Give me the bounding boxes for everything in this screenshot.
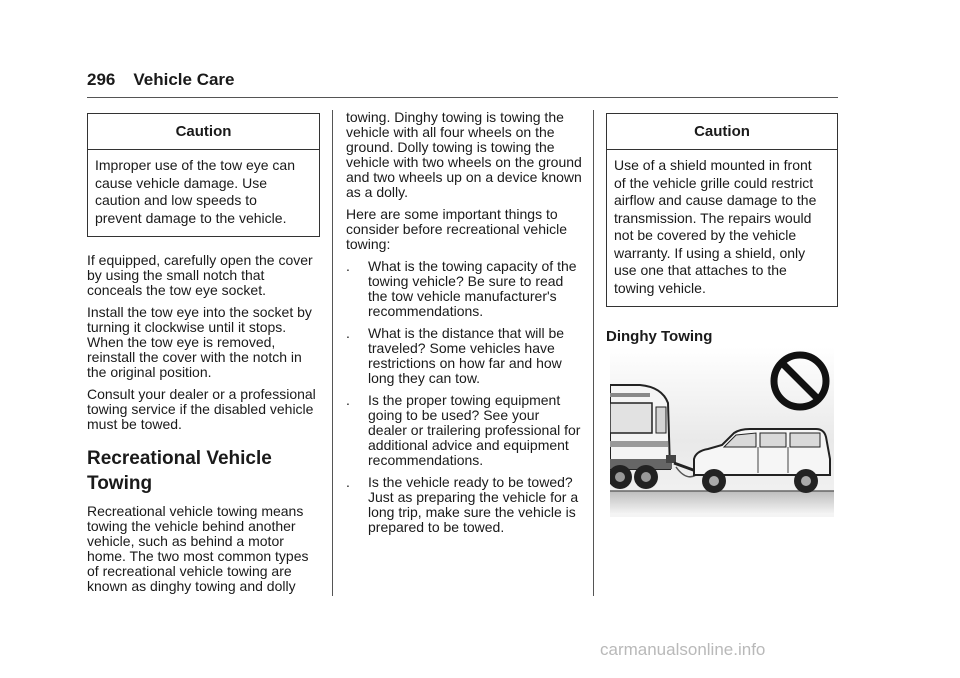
column-2	[346, 110, 582, 542]
caution-line: use one that attaches to the	[614, 262, 787, 278]
caution-line: Improper use of the tow eye can	[95, 157, 295, 173]
bullet-marker: .	[346, 474, 350, 490]
list-item-text: What is the distance that will be traveled? Some vehicles have restrictions on how far and how long they can tow.	[368, 325, 565, 386]
paragraph-consult-dealer: Consult your dealer or a professional towing service if the disabled vehicle must be towed.	[87, 386, 316, 432]
caution-line: warranty. If using a shield, only	[614, 244, 806, 261]
page-title: Vehicle Care	[133, 70, 235, 89]
caution-line: transmission. The repairs would	[614, 209, 812, 226]
column-3	[606, 113, 838, 345]
caution-title: Caution	[694, 123, 750, 140]
caution-line: Use of a shield mounted in front	[614, 157, 812, 173]
section-title: Recreational Vehicle Towing	[87, 448, 272, 494]
list-item-text: Is the proper towing equipment going to be used? See your dealer or trailering professional for additional advice and equipment recommendations.	[368, 392, 581, 468]
list-item-text: What is the towing capacity of the towing vehicle? Be sure to read the tow vehicle manufacturer's recommendations.	[368, 258, 577, 319]
consideration-list	[346, 259, 582, 535]
caution-line: airflow and cause damage to the	[614, 192, 817, 208]
list-item	[346, 475, 582, 535]
bullet-marker: .	[346, 258, 350, 274]
column-divider-2	[593, 110, 594, 596]
page-number: 296	[87, 70, 116, 89]
column-1	[87, 113, 320, 601]
list-item-text: Is the vehicle ready to be towed? Just as preparing the vehicle for a long trip, make sure the vehicle is prepared to be towed.	[368, 474, 579, 535]
subsection-title: Dinghy Towing	[606, 328, 713, 345]
caution-line: not be covered by the vehicle	[614, 227, 797, 243]
caution-line: of the vehicle grille could restrict	[614, 174, 814, 191]
caution-line: caution and low speeds to	[95, 192, 257, 208]
list-item	[346, 393, 582, 468]
caution-line: towing vehicle.	[614, 279, 706, 296]
caution-text	[607, 150, 837, 306]
header-rule	[87, 97, 838, 98]
dinghy-towing-illustration	[610, 347, 834, 517]
bullet-marker: .	[346, 392, 350, 408]
caution-box-tow-eye	[87, 113, 320, 237]
paragraph-recreational-towing: Recreational vehicle towing means towing the vehicle behind another vehicle, such as behind a motor home. The two most common types of recreational vehicle towing are known as dinghy towing and dolly	[87, 503, 309, 594]
column-divider-1	[332, 110, 333, 596]
paragraph-install-tow-eye: Install the tow eye into the socket by turning it clockwise until it stops. When the tow eye is removed, reinstall the cover with the notch in the original position.	[87, 304, 312, 380]
caution-text	[88, 150, 319, 236]
list-item	[346, 259, 582, 319]
paragraph-considerations: Here are some important things to consider before recreational vehicle towing:	[346, 206, 568, 252]
paragraph-dinghy-dolly: towing. Dinghy towing is towing the vehicle with all four wheels on the ground. Dolly towing is towing the vehicle with two wheels on the ground and two wheels up on a device known as a dolly.	[346, 109, 582, 200]
list-item	[346, 326, 582, 386]
caution-line: cause vehicle damage. Use	[95, 174, 267, 191]
page-header	[87, 70, 235, 90]
watermark: carmanualsonline.info	[600, 640, 766, 659]
bullet-marker: .	[346, 325, 350, 341]
road-surface	[610, 491, 834, 513]
caution-title: Caution	[175, 123, 232, 140]
caution-box-shield	[606, 113, 838, 307]
caution-line: prevent damage to the vehicle.	[95, 209, 287, 226]
paragraph-open-cover: If equipped, carefully open the cover by using the small notch that conceals the tow eye socket.	[87, 252, 313, 298]
